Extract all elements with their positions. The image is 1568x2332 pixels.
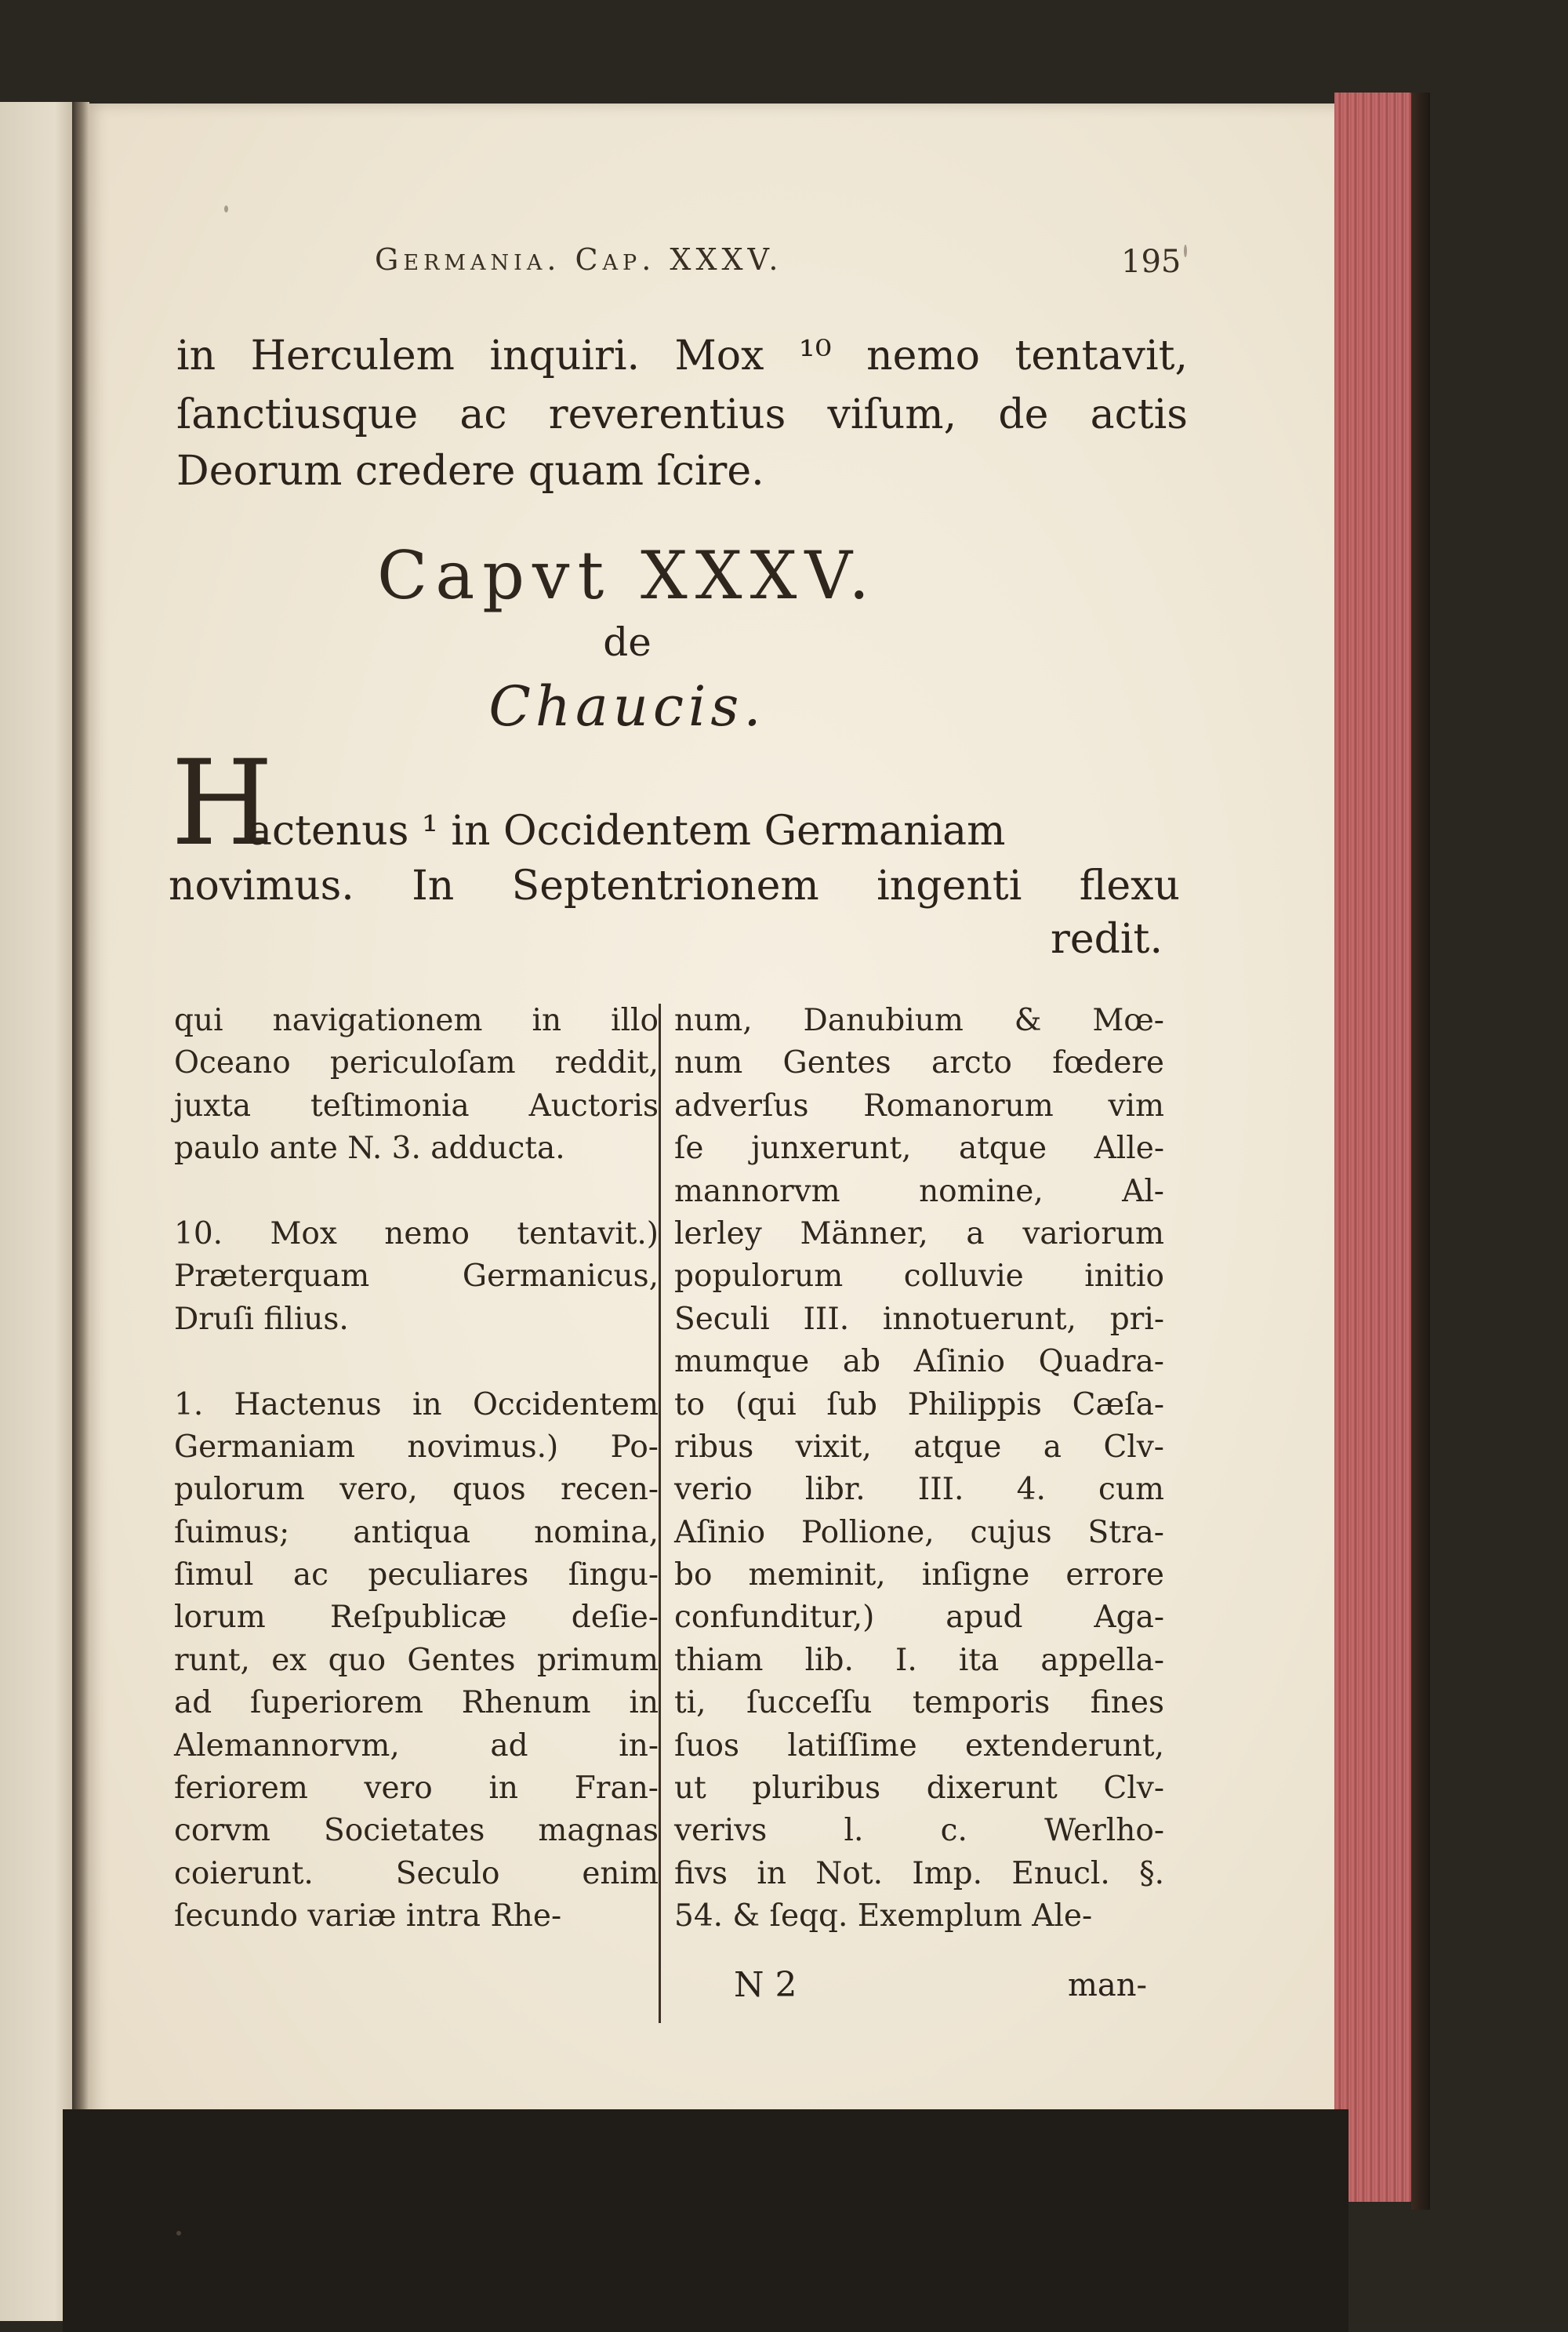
paragraph-gap — [174, 1341, 659, 1383]
footnote-line: Præterquam Germanicus, — [174, 1259, 659, 1295]
footnote-line: Druſi filius. — [174, 1301, 349, 1337]
footnote-line: populorum colluvie initio — [674, 1259, 1164, 1295]
background-below-page — [63, 2109, 1348, 2332]
footnote-line: ti, ſucceſſu temporis fines — [674, 1685, 1164, 1721]
footnote-line: corvm Societates magnas — [174, 1813, 659, 1849]
footnote-line: num, Danubium & Mœ- — [674, 1003, 1164, 1038]
footnote-column-right — [674, 1000, 1164, 1938]
footnote-line: runt, ex quo Gentes primum — [174, 1642, 659, 1678]
paper-speck — [1184, 245, 1187, 257]
footnote-line: coierunt. Seculo enim — [174, 1855, 659, 1891]
footnote-line: fivs in Not. Imp. Enucl. §. — [674, 1855, 1164, 1891]
footnote-line: lerley Männer, a variorum — [674, 1215, 1164, 1251]
main-text-line: ſanctiusque ac reverentius viſum, de actis — [176, 391, 1188, 438]
footnote-line: ribus vixit, atque a Clv- — [674, 1429, 1164, 1465]
footnote-line: pulorum vero, quos recen- — [174, 1472, 659, 1508]
footnote-line: juxta teſtimonia Auctoris — [174, 1088, 659, 1124]
footnote-line: thiam lib. I. ita appella- — [674, 1642, 1164, 1678]
chapter-de: de — [603, 619, 652, 665]
footnote-line: mannorvm nomine, Al- — [674, 1173, 1164, 1209]
footnote-line: bo meminit, inſigne errore — [674, 1557, 1164, 1593]
footnote-line: 10. Mox nemo tentavit.) — [174, 1215, 659, 1251]
intro-text-line: novimus. In Septentrionem ingenti flexu — [169, 863, 1180, 910]
footnote-line: feriorem vero in Fran- — [174, 1771, 659, 1807]
red-page-edges — [1334, 93, 1417, 2202]
running-head: Germania. Cap. XXXV. — [375, 242, 783, 277]
page-number: 195 — [1121, 244, 1181, 280]
footnote-line: ſuos latiſſime extenderunt, — [674, 1727, 1164, 1764]
footnote-line: ſe junxerunt, atque Alle- — [674, 1131, 1164, 1167]
column-divider — [659, 1004, 661, 2023]
footnote-line: ſimul ac peculiares ſingu- — [174, 1557, 659, 1593]
footnote-line: adverſus Romanorum vim — [674, 1088, 1164, 1124]
book-gutter — [72, 102, 89, 2321]
footnote-line: 1. Hactenus in Occidentem — [174, 1386, 659, 1422]
footnote-line: Germaniam novimus.) Po- — [174, 1429, 659, 1465]
main-text-line: in Herculem inquiri. Mox ¹⁰ nemo tentavit, — [176, 332, 1188, 380]
footnote-line: Alemannorvm, ad in- — [174, 1727, 659, 1764]
footnote-line: 54. & ſeqq. Exemplum Ale- — [674, 1898, 1093, 1934]
page-edge-shadow — [1411, 93, 1430, 2210]
footnote-line: confunditur,) apud Aga- — [674, 1600, 1164, 1636]
footnote-line: ad ſuperiorem Rhenum in — [174, 1685, 659, 1721]
footnote-line: to (qui ſub Philippis Cæſa- — [674, 1386, 1164, 1422]
drop-cap: H — [171, 736, 274, 872]
previous-page-edge — [0, 102, 78, 2321]
footnote-line: lorum Reſpublicæ deſie- — [174, 1600, 659, 1636]
footnote-line: mumque ab Aſinio Quadra- — [674, 1344, 1164, 1380]
paper-speck — [224, 205, 228, 212]
chapter-subject: Chaucis. — [488, 674, 766, 739]
chapter-title: Capvt XXXV. — [376, 537, 878, 614]
signature-mark: N 2 — [734, 1965, 797, 2005]
footnote-line: ut pluribus dixerunt Clv- — [674, 1771, 1164, 1807]
intro-text-line: redit. — [1051, 916, 1163, 963]
footnote-line: paulo ante N. 3. adducta. — [174, 1131, 565, 1167]
footnote-line: ſuimus; antiqua nomina, — [174, 1514, 659, 1550]
paper-speck — [176, 2231, 181, 2236]
footnote-line: verivs l. c. Werlho- — [674, 1813, 1164, 1849]
paragraph-gap — [174, 1171, 659, 1213]
catchword: man- — [1068, 1967, 1148, 2003]
footnote-line: Aſinio Pollione, cujus Stra- — [674, 1514, 1164, 1550]
footnote-line: Oceano periculoſam reddit, — [174, 1045, 659, 1081]
footnote-line: Seculi III. innotuerunt, pri- — [674, 1301, 1164, 1337]
footnote-line: num Gentes arcto fœdere — [674, 1045, 1164, 1081]
intro-text-line: actenus ¹ in Occidentem Germaniam — [248, 808, 1006, 855]
main-text-line: Deorum credere quam ſcire. — [176, 448, 764, 495]
footnote-line: qui navigationem in illo — [174, 1003, 659, 1038]
footnote-line: verio libr. III. 4. cum — [674, 1472, 1164, 1508]
footnote-line: ſecundo variæ intra Rhe- — [174, 1898, 562, 1934]
footnote-column-left — [174, 1000, 659, 1938]
